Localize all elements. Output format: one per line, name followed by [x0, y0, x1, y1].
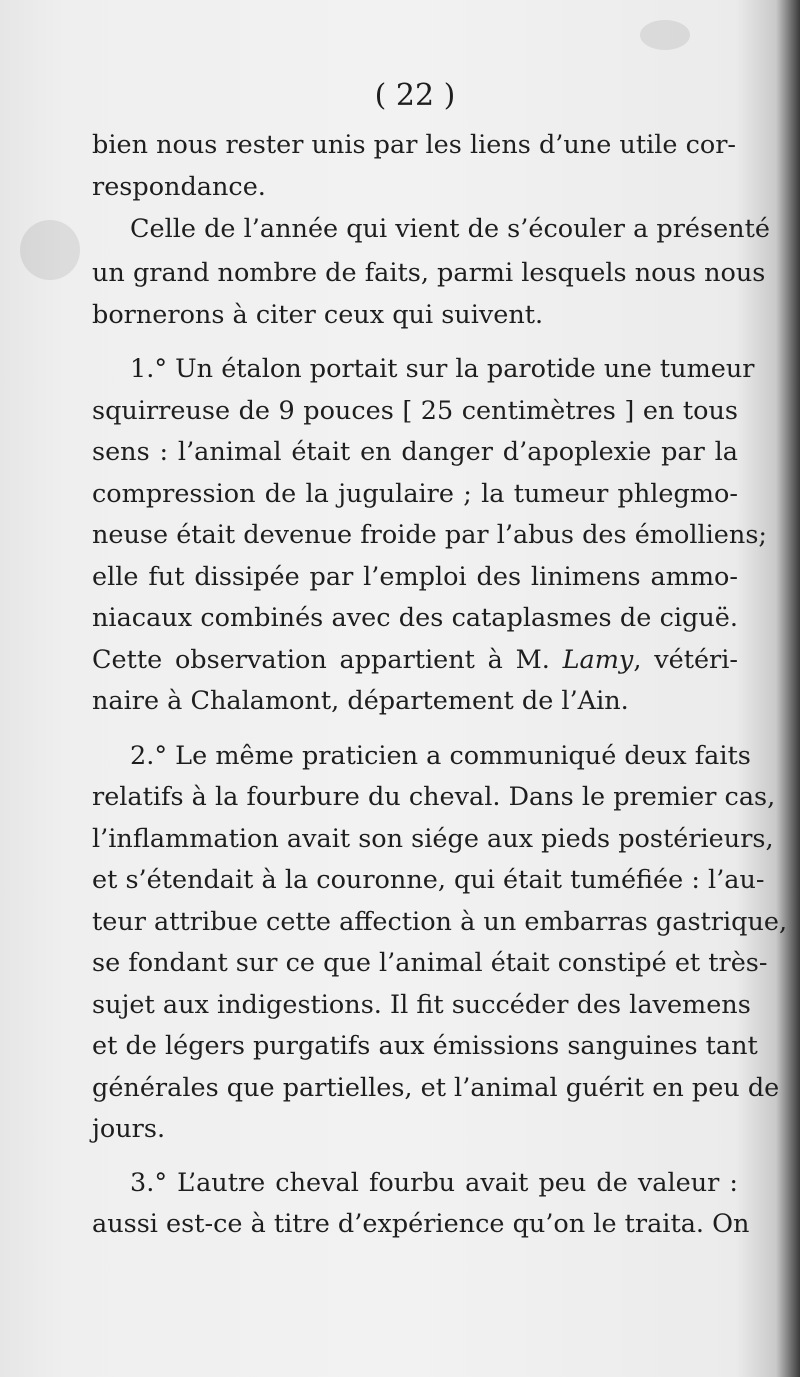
text-line-20: se fondant sur ce que l’animal était constipé et très- — [92, 948, 768, 978]
text-line-10: neuse était devenue froide par l’abus des émolliens; — [92, 520, 767, 550]
text-line-4: un grand nombre de faits, parmi lesquels nous nous — [92, 258, 766, 288]
paper-stain — [640, 20, 690, 50]
text-line-12: niacaux combinés avec des cataplasmes de ciguë. — [92, 603, 738, 633]
text-line-3: Celle de l’année qui vient de s’écouler a présenté — [130, 214, 770, 244]
text-line-26: aussi est-ce à titre d’expérience qu’on le traita. On — [92, 1209, 750, 1239]
text-line-2: respondance. — [92, 172, 266, 202]
text-line-5: bornerons à citer ceux qui suivent. — [92, 300, 544, 330]
text-line-8: sens : l’animal était en danger d’apoplexie par la — [92, 437, 738, 467]
text-line-13-start: Cette observation appartient à M. — [92, 645, 563, 675]
text-line-6: 1.° Un étalon portait sur la parotide une tumeur — [130, 354, 755, 384]
author-name: Lamy — [562, 645, 634, 675]
page-number: ( 22 ) — [374, 78, 456, 113]
text-line-13 — [92, 642, 738, 678]
text-line-13-end: , vétéri- — [633, 645, 738, 675]
text-line-24: jours. — [92, 1114, 166, 1144]
text-line-22: et de légers purgatifs aux émissions sanguines tant — [92, 1031, 758, 1061]
text-line-17: l’inflammation avait son siége aux pieds postérieurs, — [92, 824, 774, 854]
text-line-18: et s’étendait à la couronne, qui était tuméfiée : l’au- — [92, 865, 765, 895]
text-line-16: relatifs à la fourbure du cheval. Dans le premier cas, — [92, 782, 776, 812]
text-line-11: elle fut dissipée par l’emploi des linimens ammo- — [92, 562, 738, 592]
text-line-7: squirreuse de 9 pouces [ 25 centimètres ] en tous — [92, 396, 738, 426]
text-line-14: naire à Chalamont, département de l’Ain. — [92, 686, 629, 716]
text-line-15: 2.° Le même praticien a communiqué deux faits — [130, 741, 751, 771]
text-line-9: compression de la jugulaire ; la tumeur phlegmo- — [92, 479, 738, 509]
text-line-21: sujet aux indigestions. Il fit succéder des lavemens — [92, 990, 751, 1020]
text-line-23: générales que partielles, et l’animal guérit en peu de — [92, 1073, 780, 1103]
text-line-25: 3.° L’autre cheval fourbu avait peu de valeur : — [130, 1168, 738, 1198]
paper-stain — [20, 220, 80, 280]
text-line-1: bien nous rester unis par les liens d’une utile cor- — [92, 130, 737, 160]
text-line-19: teur attribue cette affection à un embarras gastrique, — [92, 907, 788, 937]
